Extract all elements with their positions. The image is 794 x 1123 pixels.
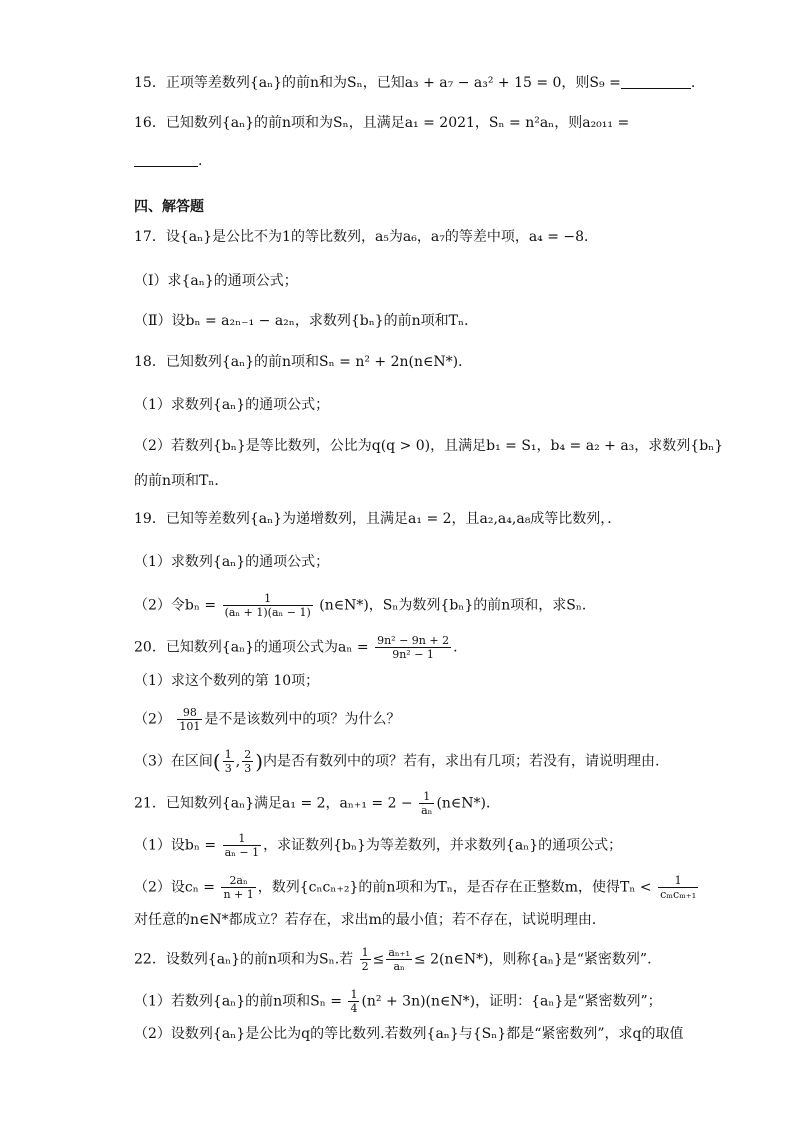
- fraction: [386, 946, 412, 973]
- problem-20: [134, 634, 458, 661]
- fraction: [223, 592, 313, 619]
- section-heading: 四、解答题: [134, 199, 204, 215]
- problem-18: 18．已知数列{aₙ}的前n项和Sₙ = n² + 2n(n∈N*)．: [134, 354, 473, 370]
- problem-20-end: .: [453, 639, 458, 656]
- fraction-denominator: 101: [179, 720, 201, 733]
- problem-21-lead: 21．已知数列{aₙ}满足a₁ = 2，aₙ₊₁ = 2 −: [134, 795, 413, 812]
- fraction: [360, 946, 371, 973]
- problem-21-part1-lead: （1）设bₙ =: [134, 837, 217, 854]
- problem-21-part2-lead: （2）设cₙ =: [134, 879, 215, 896]
- paren-close: ): [255, 749, 263, 774]
- fraction: [223, 748, 234, 775]
- problem-22: [134, 946, 652, 973]
- fraction-denominator: aₙ: [421, 804, 433, 817]
- answer-blank[interactable]: [621, 74, 691, 89]
- fraction-numerator: 1: [224, 748, 232, 761]
- problem-17: 17．设{aₙ}是公比不为1的等比数列，a₅为a₆，a₇的等差中项，a₄ = −8．: [134, 229, 599, 245]
- problem-20-part2: [134, 706, 400, 733]
- fraction: [221, 874, 255, 901]
- fraction: [375, 634, 451, 661]
- problem-18-part2: （2）若数列{bₙ}是等比数列，公比为q(q > 0)，且满足b₁ = S₁，b₄ = a₂ + a₃，求数列{bₙ}: [134, 438, 724, 454]
- fraction-numerator: 9n² − 9n + 2: [377, 634, 450, 647]
- fraction-denominator: (aₙ + 1)(aₙ − 1): [224, 606, 311, 619]
- fraction-denominator: 3: [244, 762, 252, 775]
- paren-open: (: [212, 749, 221, 774]
- leq-sign: ≤: [372, 951, 385, 968]
- problem-17-part1: （Ⅰ）求{aₙ}的通项公式；: [134, 273, 298, 289]
- fraction-denominator: cₘcₘ₊₁: [660, 888, 697, 901]
- fraction-numerator: aₙ₊₁: [388, 946, 410, 959]
- fraction: [419, 790, 434, 817]
- problem-20-lead: 20．已知数列{aₙ}的通项公式为aₙ =: [134, 639, 369, 656]
- problem-15-end: .: [690, 75, 696, 91]
- fraction-numerator: 1: [350, 988, 358, 1001]
- problem-21-part1: [134, 832, 622, 859]
- fraction-denominator: 4: [350, 1002, 358, 1015]
- fraction-denominator: 9n² − 1: [392, 648, 434, 661]
- fraction: [658, 874, 698, 901]
- problem-20-part1: （1）求这个数列的第 10项；: [134, 673, 320, 689]
- fraction-numerator: 98: [177, 706, 202, 720]
- problem-19-part2-rest: (n∈N*)，Sₙ为数列{bₙ}的前n项和，求Sₙ．: [319, 597, 596, 614]
- problem-22-part1-rest: (n² + 3n)(n∈N*)，证明：{aₙ}是“紧密数列”；: [361, 993, 662, 1010]
- fraction-denominator: aₙ: [393, 960, 405, 973]
- problem-22-part2: （2）设数列{aₙ}是公比为q的等比数列.若数列{aₙ}与{Sₙ}都是“紧密数列”，求q的取值: [134, 1026, 684, 1042]
- problem-21-part1-rest: ，求证数列{bₙ}为等差数列，并求数列{aₙ}的通项公式；: [263, 837, 623, 854]
- problem-22-lead: 22．设数列{aₙ}的前n项和为Sₙ.若: [134, 951, 354, 968]
- problem-16-text: 16．已知数列{aₙ}的前n项和为Sₙ，且满足a₁ = 2021，Sₙ = n²aₙ，则a₂₀₁₁ =: [134, 115, 630, 131]
- fraction-numerator: 1: [361, 946, 369, 959]
- fraction: [177, 706, 202, 733]
- problem-20-part3-rest: 内是否有数列中的项？若有，求出有几项；若没有，请说明理由.: [263, 753, 660, 770]
- problem-22-part1-lead: （1）若数列{aₙ}的前n项和Sₙ =: [134, 993, 342, 1010]
- problem-21-part2: [134, 874, 700, 901]
- problem-17-part2: （Ⅱ）设bₙ = a₂ₙ₋₁ − a₂ₙ，求数列{bₙ}的前n项和Tₙ．: [134, 313, 479, 329]
- problem-16-blank-line: [134, 151, 202, 171]
- problem-16: [134, 113, 629, 133]
- problem-22-rest: ≤ 2(n∈N*)，则称{aₙ}是“紧密数列”.: [413, 951, 652, 968]
- answer-blank[interactable]: [134, 152, 198, 167]
- problem-21: [134, 790, 500, 817]
- fraction-numerator: 1: [658, 874, 698, 888]
- problem-15: [134, 73, 695, 93]
- fraction-numerator: 1: [223, 592, 313, 606]
- problem-20-part2-lead: （2）: [134, 711, 171, 728]
- problem-20-part3: （3）在区间( $\frac{1}{3}$ , $\frac{2}{3}$ )内是否有数列中的项？若有，求出有几项；若没有，请说明理由.: [134, 748, 660, 775]
- fraction-numerator: 1: [419, 790, 434, 804]
- problem-19-part1: （1）求数列{aₙ}的通项公式；: [134, 554, 330, 570]
- fraction-numerator: 2: [244, 748, 252, 761]
- problem-19-part2-lead: （2）令bₙ =: [134, 597, 217, 614]
- fraction-denominator: 3: [224, 762, 232, 775]
- fraction: [348, 988, 359, 1015]
- problem-21-part2-cont: 对任意的n∈N*都成立？若存在，求出m的最小值；若不存在，试说明理由．: [134, 912, 606, 928]
- fraction: [242, 748, 253, 775]
- fraction-denominator: aₙ − 1: [224, 846, 260, 859]
- problem-18-part1: （1）求数列{aₙ}的通项公式；: [134, 397, 330, 413]
- problem-20-part3-lead: （3）在区间: [134, 753, 213, 770]
- problem-19-part2: [134, 592, 596, 619]
- problem-16-end: .: [198, 153, 203, 169]
- problem-15-text: 15．正项等差数列{aₙ}的前n和为Sₙ，已知a₃ + a₇ − a₃² + 15 = 0，则S₉ =: [134, 75, 621, 91]
- fraction-numerator: 2aₙ: [221, 874, 255, 888]
- fraction: [223, 832, 262, 859]
- problem-21-rest: (n∈N*)．: [436, 795, 500, 812]
- problem-22-part1: [134, 988, 662, 1015]
- problem-19: 19．已知等差数列{aₙ}为递增数列，且满足a₁ = 2，且a₂,a₄,a₈成等比数列，．: [134, 511, 622, 527]
- fraction-denominator: n + 1: [223, 888, 254, 901]
- problem-18-part2-cont: 的前n项和Tₙ．: [134, 473, 229, 489]
- fraction-denominator: 2: [361, 960, 369, 973]
- problem-20-part2-rest: 是不是该数列中的项？为什么？: [204, 711, 401, 728]
- fraction-numerator: 1: [223, 832, 262, 846]
- problem-21-part2-mid: ，数列{cₙcₙ₊₂}的前n项和为Tₙ，是否存在正整数m，使得Tₙ <: [257, 879, 652, 896]
